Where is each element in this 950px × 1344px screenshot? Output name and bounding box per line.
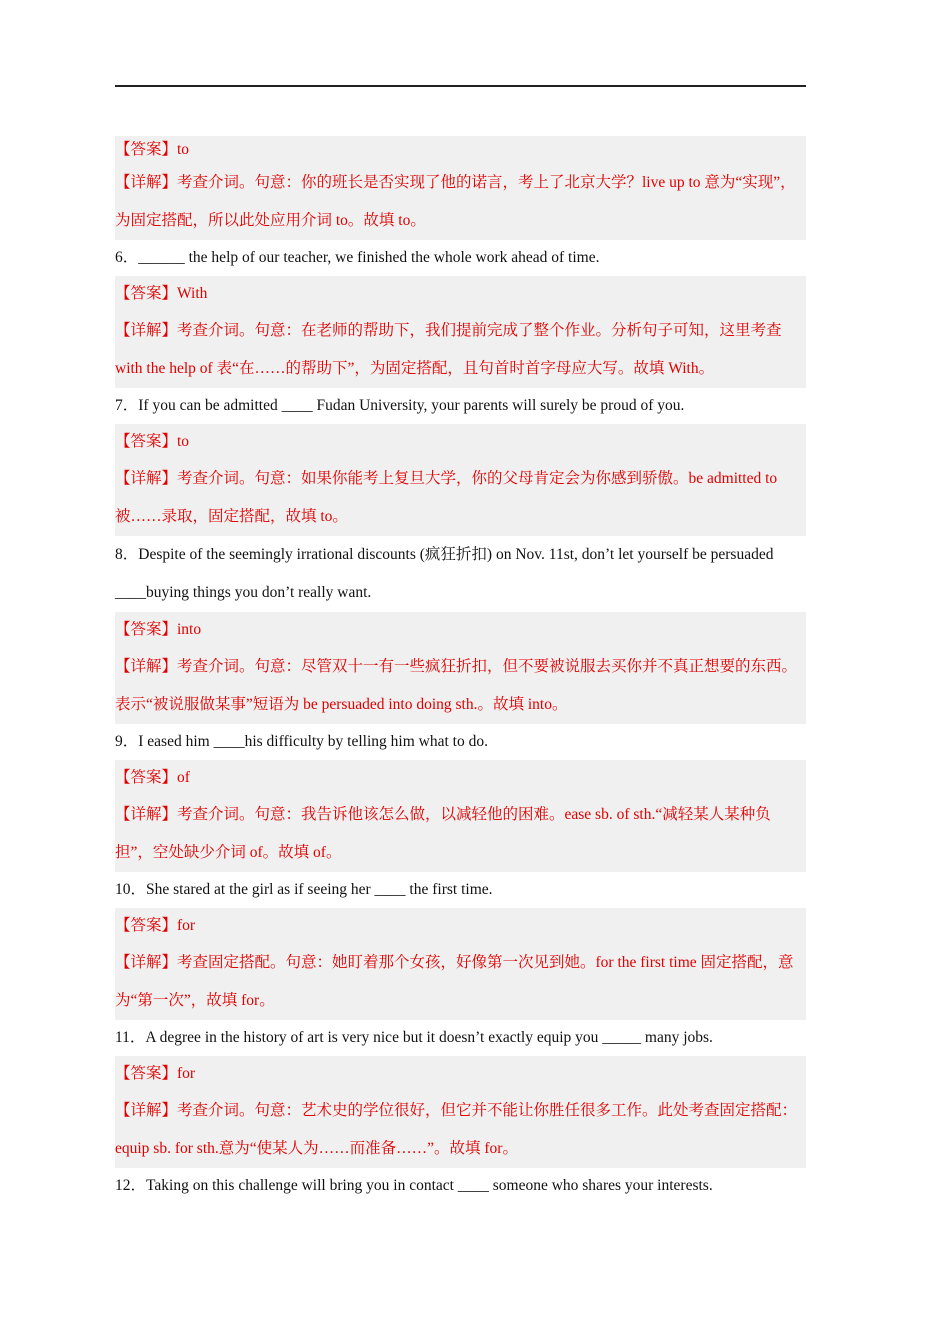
detail-text: 【详解】考查介词。句意：在老师的帮助下，我们提前完成了整个作业。分析句子可知，这里考查 with the help of 表“在……的帮助下”，为固定搭配，且句首时首字母应大写。故填 With。 [115,322,782,377]
answer-line: 【答案】to [115,141,190,158]
answer-line: 【答案】into [115,621,202,638]
answer-block [115,1056,806,1168]
answer-block [115,276,806,388]
header-rule [115,85,806,87]
question-9: 9．I eased him ____his difficulty by telling him what to do. [115,733,488,750]
question-11: 11．A degree in the history of art is very nice but it doesn’t exactly equip you _____ many jobs. [115,1029,713,1046]
answer-line: 【答案】for [115,917,196,934]
detail-text: 【详解】考查介词。句意：艺术史的学位很好，但它并不能让你胜任很多工作。此处考查固定搭配：equip sb. for sth.意为“使某人为……而准备……”。故填 for。 [115,1102,798,1157]
detail-text: 【详解】考查介词。句意：我告诉他该怎么做，以减轻他的困难。ease sb. of sth.“减轻某人某种负担”，空处缺少介词 of。故填 of。 [115,806,771,861]
detail-text: 【详解】考查固定搭配。句意：她盯着那个女孩，好像第一次见到她。for the first time 固定搭配，意为“第一次”，故填 for。 [115,954,794,1009]
answer-block [115,612,806,724]
answer-block [115,424,806,536]
answer-line: 【答案】to [115,433,190,450]
answer-block [115,136,806,240]
answer-line: 【答案】of [115,769,190,786]
answer-block [115,908,806,1020]
answer-line: 【答案】for [115,1065,196,1082]
question-7: 7．If you can be admitted ____ Fudan University, your parents will surely be proud of you. [115,397,685,414]
question-12: 12．Taking on this challenge will bring you in contact ____ someone who shares your interests. [115,1177,713,1194]
answer-block [115,760,806,872]
detail-text: 【详解】考查介词。句意：如果你能考上复旦大学，你的父母肯定会为你感到骄傲。be admitted to 被……录取，固定搭配，故填 to。 [115,470,778,525]
detail-text: 【详解】考查介词。句意：尽管双十一有一些疯狂折扣，但不要被说服去买你并不真正想要的东西。表示“被说服做某事”短语为 be persuaded into doing sth.。故填 into。 [115,658,798,713]
question-8: 8．Despite of the seemingly irrational discounts (疯狂折扣) on Nov. 11st, don’t let yourself be persuaded ____buying things you don’t really want. [115,546,774,601]
detail-text: 【详解】考查介词。句意：你的班长是否实现了他的诺言，考上了北京大学？live up to 意为“实现”，为固定搭配，所以此处应用介词 to。故填 to。 [115,174,796,229]
question-10: 10．She stared at the girl as if seeing her ____ the first time. [115,881,493,898]
question-6: 6．______ the help of our teacher, we finished the whole work ahead of time. [115,249,600,266]
answer-line: 【答案】With [115,285,208,302]
document-body [115,136,806,1204]
